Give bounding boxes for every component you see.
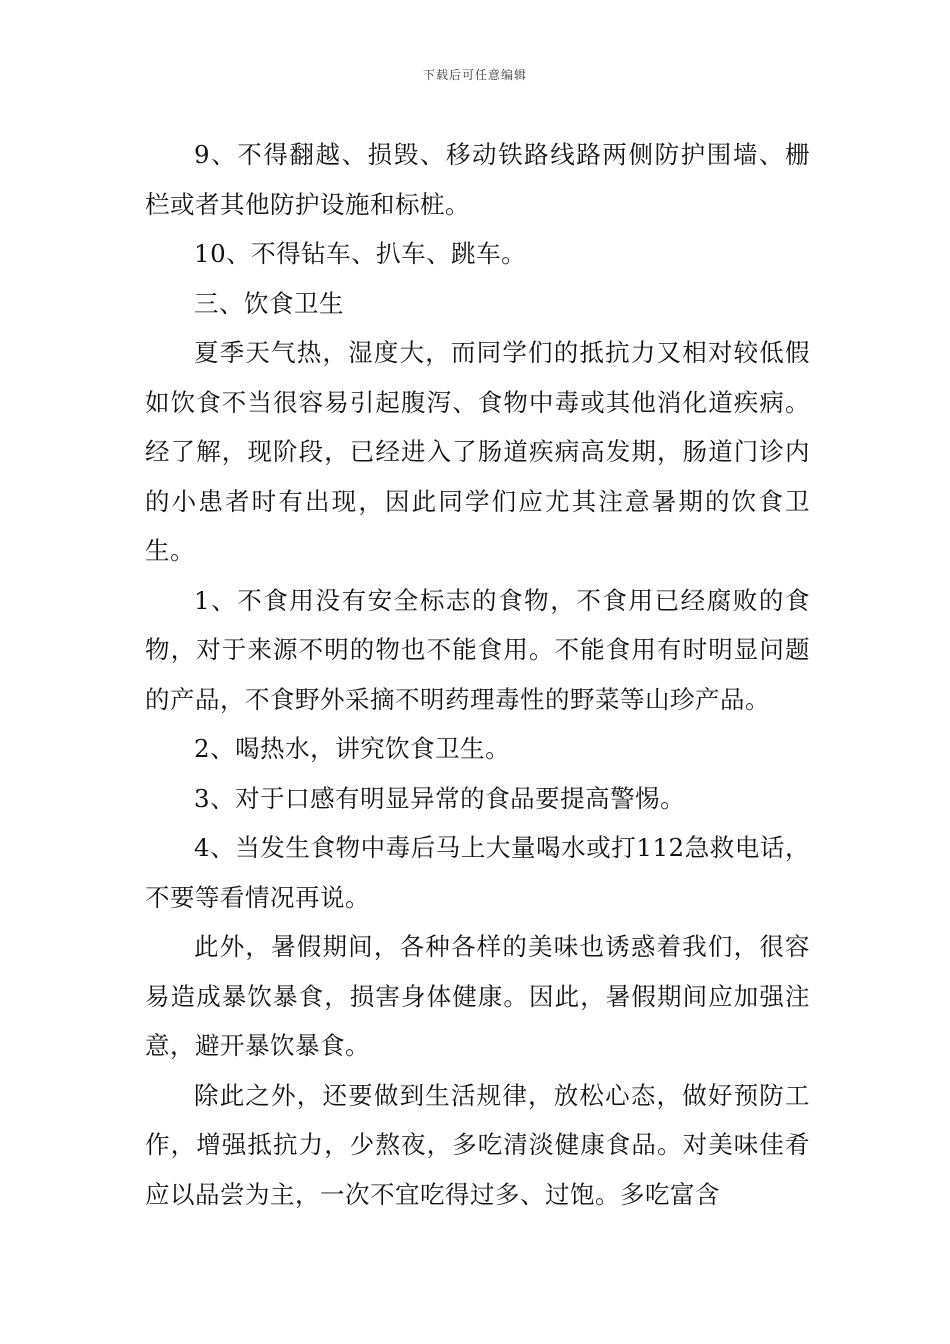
paragraph-food-item-3: 3、对于口感有明显异常的食品要提高警惕。 bbox=[194, 783, 686, 813]
document-body bbox=[145, 130, 810, 1219]
paragraph-overeating: 此外，暑假期间，各种各样的美味也诱惑着我们，很容易造成暴饮暴食，损害身体健康。因此，暑假期间应加强注意，避开暴饮暴食。 bbox=[145, 932, 810, 1060]
paragraph-rule-9: 9、不得翻越、损毁、移动铁路线路两侧防护围墙、栅栏或者其他防护设施和标桩。 bbox=[145, 140, 810, 219]
paragraph-food-item-1: 1、不食用没有安全标志的食物，不食用已经腐败的食物，对于来源不明的物也不能食用。不能食用有时明显问题的产品，不食野外采摘不明药理毒性的野菜等山珍产品。 bbox=[145, 585, 810, 714]
paragraph-summer-intro: 夏季天气热，湿度大，而同学们的抵抗力又相对较低假如饮食不当很容易引起腹泻、食物中毒或其他消化道疾病。经了解，现阶段，已经进入了肠道疾病高发期，肠道门诊内的小患者时有出现，因此同学们应尤其注意暑期的饮食卫生。 bbox=[145, 338, 810, 565]
paragraph-rule-10: 10、不得钻车、扒车、跳车。 bbox=[194, 239, 527, 268]
header-note: 下载后可任意编辑 bbox=[422, 68, 527, 82]
paragraph-food-item-2: 2、喝热水，讲究饮食卫生。 bbox=[194, 734, 511, 763]
paragraph-food-item-4: 4、当发生食物中毒后马上大量喝水或打112急救电话，不要等看情况再说。 bbox=[145, 833, 810, 912]
section-heading-food-hygiene: 三、饮食卫生 bbox=[194, 288, 344, 318]
paragraph-lifestyle: 除此之外，还要做到生活规律，放松心态，做好预防工作，增强抵抗力，少熬夜，多吃清淡健康食品。对美味佳肴应以品尝为主，一次不宜吃得过多、过饱。多吃富含 bbox=[145, 1080, 810, 1209]
